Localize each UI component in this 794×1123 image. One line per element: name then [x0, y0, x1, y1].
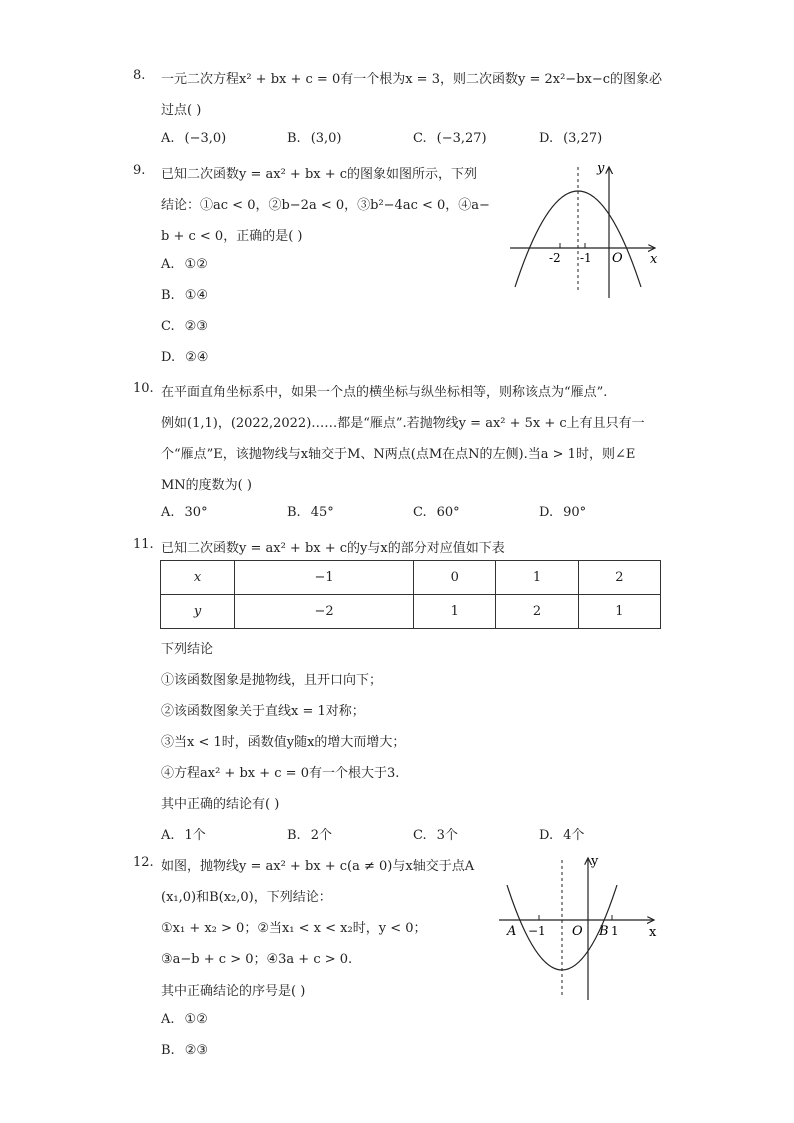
point-a-label: A [507, 924, 517, 939]
option-d[interactable]: D. ②④ [161, 350, 209, 365]
conclusion-4: ④方程ax² + bx + c = 0有一个根大于3. [161, 766, 400, 781]
question-number: 11. [133, 537, 154, 552]
parabola-graph-q9 [505, 155, 665, 305]
option-a[interactable]: A. 30° [161, 505, 208, 520]
parabola-graph-q12 [494, 850, 664, 1005]
y-axis-label: y [597, 161, 605, 176]
option-c[interactable]: C. ②③ [161, 319, 208, 334]
origin-label: O [572, 924, 583, 939]
table-cell: x [161, 561, 235, 595]
question-text: 个“雁点”E，该抛物线与x轴交于M、N两点(点M在点N的左侧).当a > 1时，则∠E [161, 447, 636, 462]
option-b[interactable]: B. ②③ [161, 1043, 208, 1058]
option-b[interactable]: B. 2个 [287, 828, 332, 843]
option-d[interactable]: D. 90° [539, 505, 587, 520]
question-text: 已知二次函数y = ax² + bx + c的图象如图所示，下列 [161, 167, 478, 182]
tick-label: 1 [611, 924, 619, 938]
table-cell: −2 [235, 595, 414, 629]
tick-label: -1 [580, 251, 592, 265]
option-a[interactable]: A. 1个 [161, 828, 206, 843]
option-c[interactable]: C. (−3,27) [413, 131, 487, 146]
question-prompt: 其中正确的结论有( ) [161, 797, 280, 812]
tick-label: -2 [549, 251, 561, 265]
question-text: 过点( ) [161, 103, 202, 118]
value-table [160, 560, 661, 629]
question-text: 例如(1,1)，(2022,2022)……都是“雁点”.若抛物线y = ax² + 5x + c上有且只有一 [161, 416, 645, 431]
question-text: ③a−b + c > 0；④3a + c > 0. [161, 952, 353, 967]
option-d[interactable]: D. 4个 [539, 828, 585, 843]
conclusions-intro: 下列结论 [161, 642, 214, 657]
point-b-label: B [599, 924, 609, 939]
question-text: b + c < 0，正确的是( ) [161, 229, 303, 244]
question-text: 一元二次方程x² + bx + c = 0有一个根为x = 3，则二次函数y = 2x²−bx−c的图象必 [161, 72, 663, 87]
conclusion-1: ①该函数图象是抛物线，且开口向下； [161, 673, 383, 688]
question-number: 10. [133, 381, 154, 396]
x-axis-label: x [649, 925, 657, 940]
question-text: MN的度数为( ) [161, 478, 252, 493]
origin-label: O [612, 251, 623, 266]
option-c[interactable]: C. 60° [413, 505, 460, 520]
question-number: 9. [133, 163, 146, 178]
question-text: (x₁,0)和B(x₂,0)，下列结论： [161, 890, 332, 905]
option-c[interactable]: C. 3个 [413, 828, 458, 843]
question-text: 如图，抛物线y = ax² + bx + c(a ≠ 0)与x轴交于点A [161, 859, 475, 874]
option-b[interactable]: B. (3,0) [287, 131, 342, 146]
option-b[interactable]: B. 45° [287, 505, 334, 520]
option-d[interactable]: D. (3,27) [539, 131, 603, 146]
option-a[interactable]: A. ①② [161, 1012, 208, 1027]
question-text: 已知二次函数y = ax² + bx + c的y与x的部分对应值如下表 [161, 541, 505, 556]
table-cell: 0 [414, 561, 496, 595]
question-text: 在平面直角坐标系中，如果一个点的横坐标与纵坐标相等，则称该点为“雁点”. [161, 385, 608, 400]
x-axis-label: x [650, 252, 658, 267]
table-cell: y [161, 595, 235, 629]
table-cell: 1 [414, 595, 496, 629]
option-b[interactable]: B. ①④ [161, 288, 208, 303]
y-axis-label: y [591, 854, 599, 869]
question-prompt: 其中正确结论的序号是( ) [161, 984, 306, 999]
table-cell: 2 [496, 595, 578, 629]
option-a[interactable]: A. (−3,0) [161, 131, 227, 146]
option-a[interactable]: A. ①② [161, 257, 208, 272]
table-row [161, 595, 661, 629]
question-number: 12. [133, 855, 154, 870]
table-cell: 1 [578, 595, 660, 629]
conclusion-3: ③当x < 1时，函数值y随x的增大而增大； [161, 735, 406, 750]
conclusion-2: ②该函数图象关于直线x = 1对称； [161, 704, 365, 719]
table-cell: −1 [235, 561, 414, 595]
table-cell: 2 [578, 561, 660, 595]
table-cell: 1 [496, 561, 578, 595]
question-text: ①x₁ + x₂ > 0；②当x₁ < x < x₂时，y < 0； [161, 921, 427, 936]
question-text: 结论：①ac < 0，②b−2a < 0，③b²−4ac < 0，④a− [161, 198, 490, 213]
tick-label: −1 [528, 924, 546, 938]
table-row [161, 561, 661, 595]
question-number: 8. [133, 68, 146, 83]
